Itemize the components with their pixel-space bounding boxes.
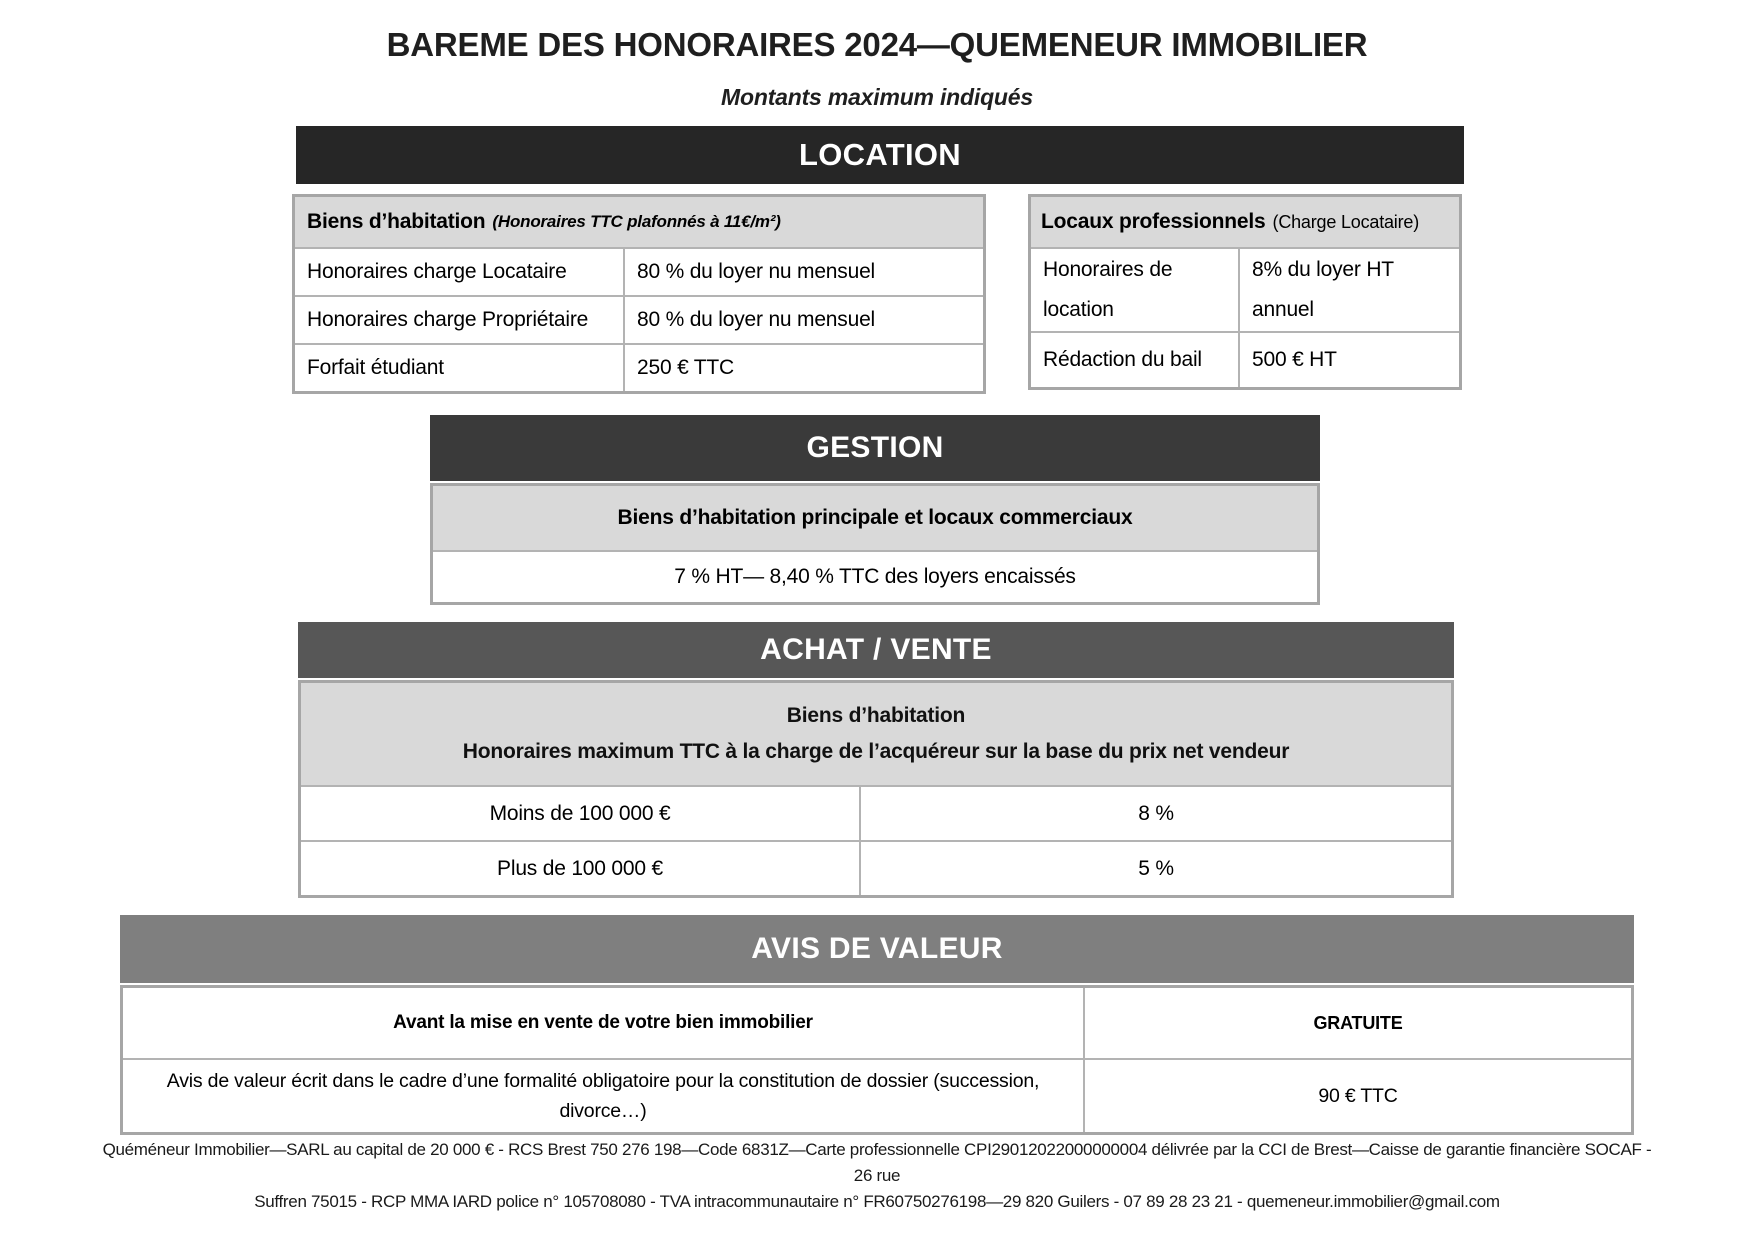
habitation-table-title [295, 197, 983, 247]
table-row [295, 295, 983, 343]
row-value: 8% du loyer HT annuel [1238, 249, 1459, 331]
legal-footer [100, 1137, 1654, 1215]
professionnels-table-title [1031, 197, 1459, 247]
table-row [123, 988, 1631, 1058]
achat-vente-table [298, 680, 1454, 898]
section-header-achat-vente: ACHAT / VENTE [298, 622, 1454, 678]
professionnels-title-note: (Charge Locataire) [1272, 211, 1420, 232]
row-label: Honoraires de location [1043, 258, 1173, 321]
row-value: 250 € TTC [623, 345, 983, 391]
page-title: BAREME DES HONORAIRES 2024—QUEMENEUR IMMOBILIER [386, 26, 1368, 63]
section-header-avis-de-valeur: AVIS DE VALEUR [120, 915, 1634, 983]
row-label: Avis de valeur écrit dans le cadre d’une formalité obligatoire pour la constitution de dossier (succession, divorce…) [166, 1070, 1040, 1122]
row-label: Rédaction du bail [1043, 348, 1202, 371]
habitation-table [292, 194, 986, 394]
row-label: Plus de 100 000 € [497, 856, 663, 880]
achat-vente-subheader-row [301, 683, 1451, 785]
professionnels-title-text: Locaux professionnels [1041, 210, 1266, 233]
table-row [301, 785, 1451, 840]
row-value: GRATUITE [1083, 988, 1631, 1058]
gestion-subtitle-row [433, 486, 1317, 550]
achat-vente-subtitle: Biens d’habitation [786, 704, 966, 728]
table-row [123, 1058, 1631, 1132]
gestion-subtitle: Biens d’habitation principale et locaux commerciaux [617, 506, 1133, 529]
row-value: 500 € HT [1238, 333, 1459, 387]
achat-vente-note: Honoraires maximum TTC à la charge de l’acquéreur sur la base du prix net vendeur [462, 739, 1290, 763]
row-label: Honoraires charge Propriétaire [307, 308, 589, 331]
habitation-title-text: Biens d’habitation [307, 210, 486, 233]
row-value: 80 % du loyer nu mensuel [623, 297, 983, 343]
table-row [295, 343, 983, 391]
row-label: Honoraires charge Locataire [307, 260, 567, 283]
habitation-table-header [295, 197, 983, 247]
row-value: 90 € TTC [1083, 1060, 1631, 1132]
row-label: Moins de 100 000 € [489, 801, 671, 825]
gestion-rate-row [433, 550, 1317, 602]
professionnels-table-header [1031, 197, 1459, 247]
row-label: Avant la mise en vente de votre bien immobilier [393, 1012, 813, 1033]
row-value: 5 % [859, 842, 1451, 895]
table-row [295, 247, 983, 295]
habitation-title-note: (Honoraires TTC plafonnés à 11€/m²) [492, 212, 781, 231]
section-header-gestion: GESTION [430, 415, 1320, 481]
legal-footer-line2: Suffren 75015 - RCP MMA IARD police n° 105708080 - TVA intracommunautaire n° FR60750276198—29 820 Guilers - 07 89 28 23 21 - quemeneur.immobilier@gmail.com [254, 1192, 1500, 1211]
legal-footer-line1: Quéméneur Immobilier—SARL au capital de 20 000 € - RCS Brest 750 276 198—Code 6831Z—Carte professionnelle CPI29012022000000004 délivrée par la CCI de Brest—Caisse de garantie financière SOCAF - 26 rue [102, 1140, 1652, 1185]
page-subtitle: Montants maximum indiqués [721, 84, 1033, 110]
row-value: 80 % du loyer nu mensuel [623, 249, 983, 295]
row-value: 8 % [859, 787, 1451, 840]
gestion-rate: 7 % HT— 8,40 % TTC des loyers encaissés [674, 565, 1076, 588]
table-row [1031, 331, 1459, 387]
achat-vente-subheader [301, 683, 1451, 785]
professionnels-table [1028, 194, 1462, 390]
table-row [1031, 247, 1459, 331]
table-row [301, 840, 1451, 895]
avis-table [120, 985, 1634, 1135]
row-label: Forfait étudiant [307, 356, 444, 379]
gestion-table [430, 483, 1320, 605]
section-header-location: LOCATION [296, 126, 1464, 184]
